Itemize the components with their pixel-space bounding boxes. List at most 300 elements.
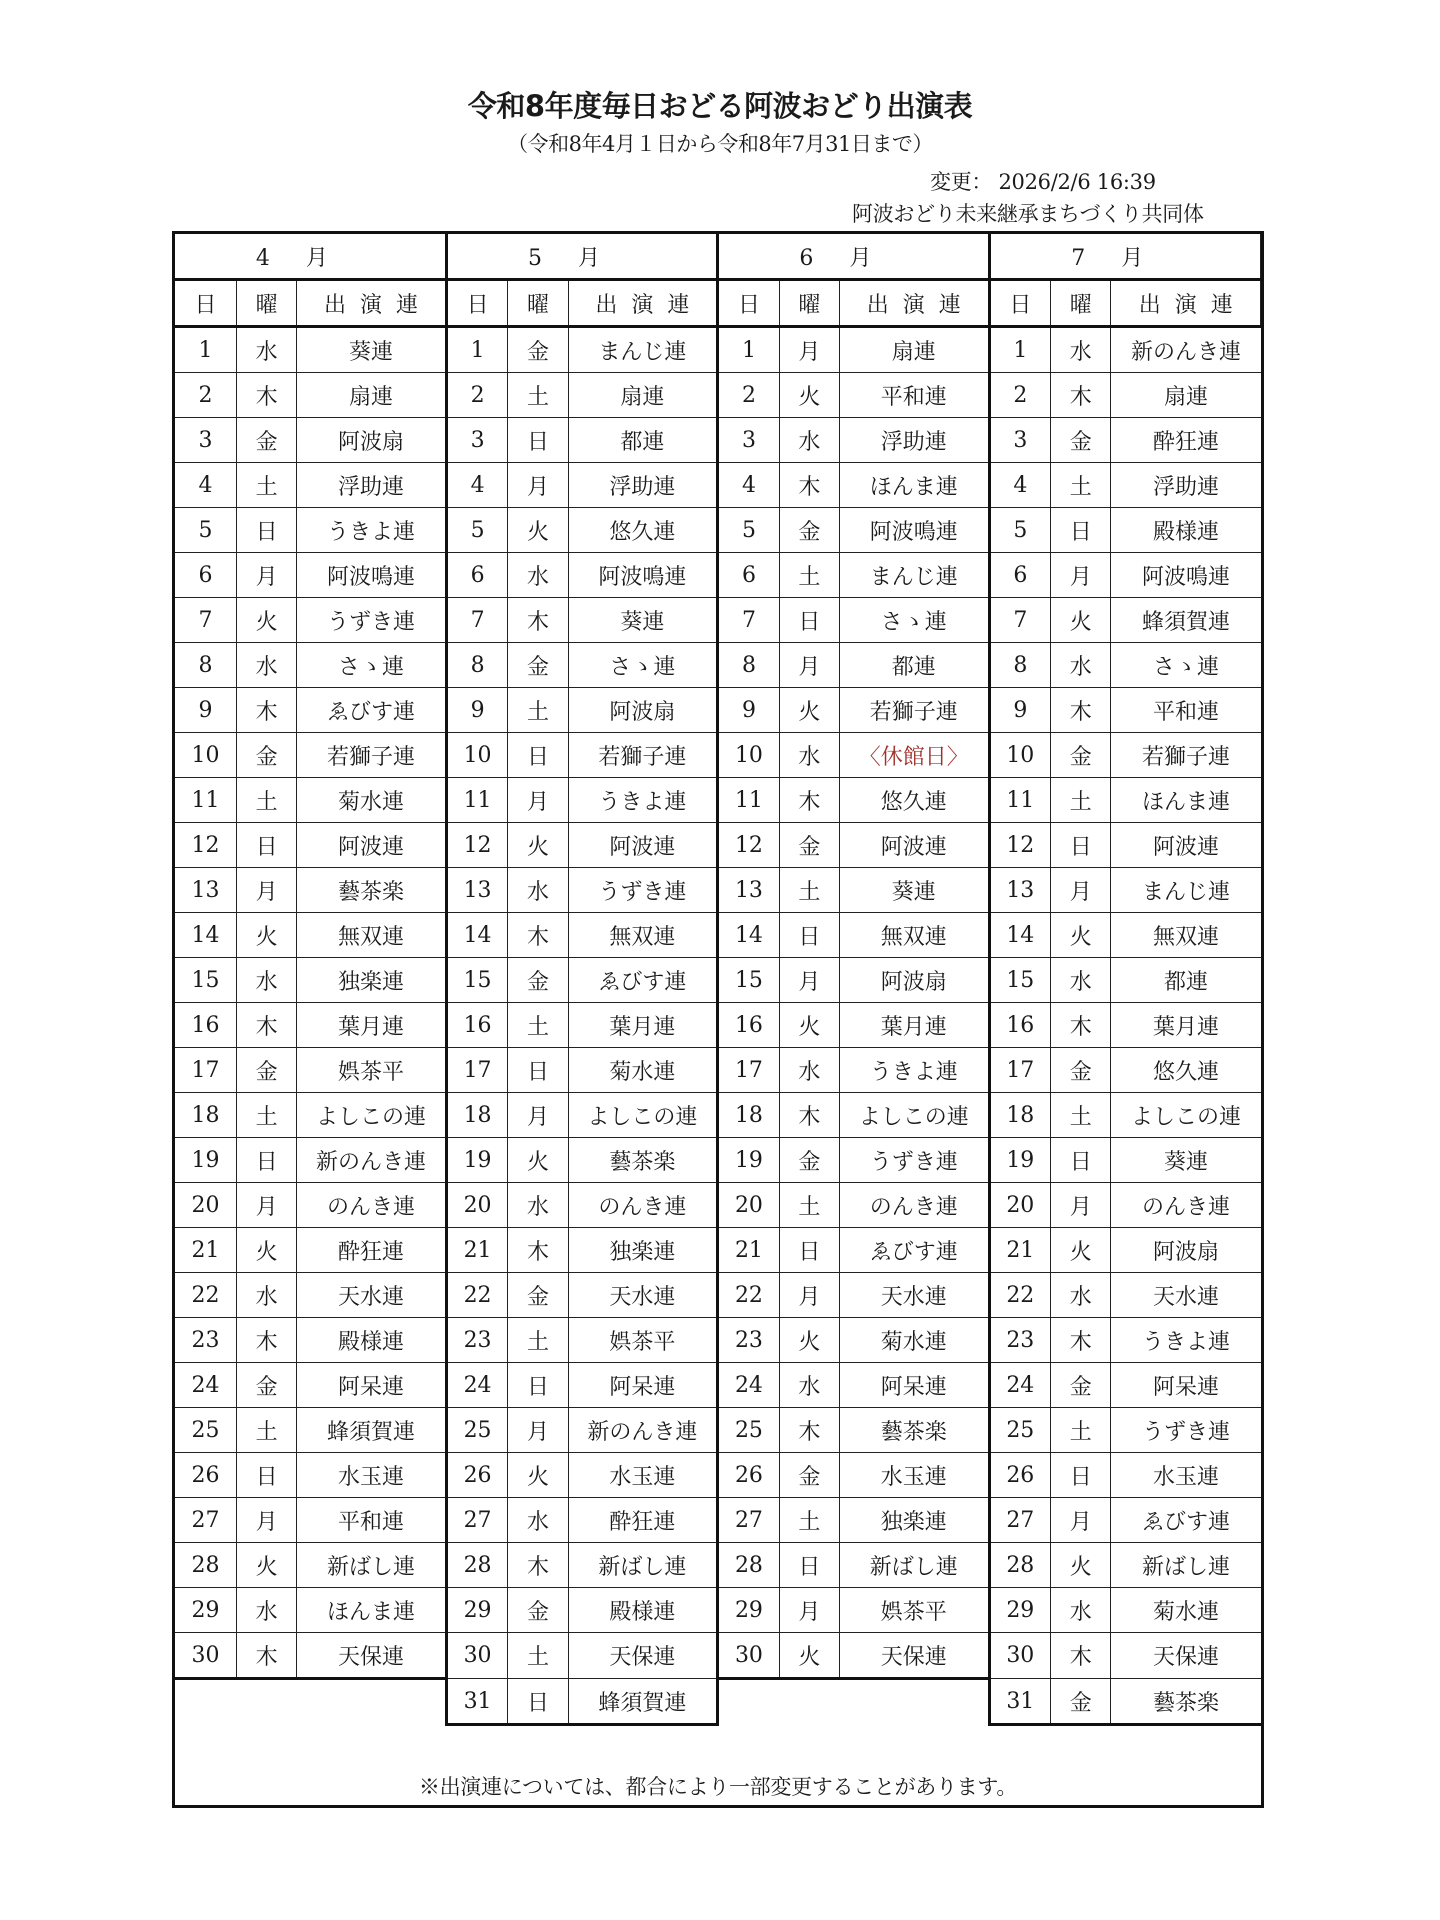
weekday-cell: 火 xyxy=(236,1228,296,1273)
day-cell: 19 xyxy=(446,1138,507,1183)
weekday-cell: 金 xyxy=(508,1273,568,1318)
weekday-cell: 火 xyxy=(1051,1228,1111,1273)
table-row xyxy=(175,1408,1261,1453)
troupe-cell: 蜂須賀連 xyxy=(1111,598,1261,643)
day-cell: 5 xyxy=(718,508,779,553)
weekday-cell: 金 xyxy=(779,1138,839,1183)
troupe-cell: 菊水連 xyxy=(1111,1588,1261,1633)
troupe-cell: 葉月連 xyxy=(840,1003,990,1048)
table-row xyxy=(175,1183,1261,1228)
day-cell: 29 xyxy=(175,1588,236,1633)
troupe-cell: 水玉連 xyxy=(568,1453,718,1498)
troupe-cell: 浮助連 xyxy=(568,463,718,508)
weekday-cell: 木 xyxy=(236,1003,296,1048)
column-header-weekday: 曜 xyxy=(1051,280,1111,327)
day-cell: 10 xyxy=(446,733,507,778)
day-cell: 28 xyxy=(718,1543,779,1588)
day-cell: 3 xyxy=(989,418,1050,463)
weekday-cell: 火 xyxy=(236,913,296,958)
troupe-cell: 蜂須賀連 xyxy=(297,1408,447,1453)
table-row xyxy=(175,1588,1261,1633)
troupe-cell: 阿波扇 xyxy=(1111,1228,1261,1273)
updated-timestamp: 変更： 2026/2/6 16:39 xyxy=(930,170,1156,194)
day-cell: 23 xyxy=(446,1318,507,1363)
day-cell: 29 xyxy=(989,1588,1050,1633)
weekday-cell: 木 xyxy=(1051,1633,1111,1679)
troupe-cell: 阿波連 xyxy=(568,823,718,868)
weekday-cell: 木 xyxy=(508,913,568,958)
table-row xyxy=(175,1679,1261,1725)
troupe-cell: 阿呆連 xyxy=(568,1363,718,1408)
weekday-cell: 木 xyxy=(1051,373,1111,418)
day-cell: 30 xyxy=(718,1633,779,1679)
troupe-cell: 天水連 xyxy=(297,1273,447,1318)
weekday-cell: 月 xyxy=(1051,868,1111,913)
troupe-cell: のんき連 xyxy=(568,1183,718,1228)
empty-cell xyxy=(175,1679,236,1725)
table-row xyxy=(175,1498,1261,1543)
troupe-cell: 扇連 xyxy=(568,373,718,418)
day-cell: 19 xyxy=(175,1138,236,1183)
weekday-cell: 木 xyxy=(779,1408,839,1453)
day-cell: 16 xyxy=(446,1003,507,1048)
month-header-row xyxy=(175,234,1261,280)
weekday-cell: 日 xyxy=(1051,508,1111,553)
weekday-cell: 火 xyxy=(779,688,839,733)
weekday-cell: 日 xyxy=(779,913,839,958)
weekday-cell: 水 xyxy=(236,958,296,1003)
troupe-cell: 平和連 xyxy=(840,373,990,418)
day-cell: 19 xyxy=(989,1138,1050,1183)
troupe-cell: 扇連 xyxy=(840,327,990,373)
weekday-cell: 水 xyxy=(508,553,568,598)
day-cell: 1 xyxy=(989,327,1050,373)
weekday-cell: 月 xyxy=(508,463,568,508)
weekday-cell: 月 xyxy=(1051,1498,1111,1543)
troupe-cell: 新のんき連 xyxy=(1111,327,1261,373)
day-cell: 28 xyxy=(175,1543,236,1588)
weekday-cell: 水 xyxy=(236,327,296,373)
troupe-cell: 水玉連 xyxy=(1111,1453,1261,1498)
day-cell: 2 xyxy=(175,373,236,418)
day-cell: 8 xyxy=(989,643,1050,688)
troupe-cell: 扇連 xyxy=(1111,373,1261,418)
table-row xyxy=(175,1228,1261,1273)
day-cell: 15 xyxy=(989,958,1050,1003)
column-header-day: 日 xyxy=(175,280,236,327)
table-row xyxy=(175,1048,1261,1093)
day-cell: 20 xyxy=(175,1183,236,1228)
weekday-cell: 金 xyxy=(1051,1048,1111,1093)
weekday-cell: 金 xyxy=(508,1588,568,1633)
day-cell: 16 xyxy=(989,1003,1050,1048)
troupe-cell: 無双連 xyxy=(568,913,718,958)
troupe-cell: 平和連 xyxy=(1111,688,1261,733)
day-cell: 14 xyxy=(718,913,779,958)
troupe-cell: ほんま連 xyxy=(840,463,990,508)
page-title: 令和8年度毎日おどる阿波おどり出演表 xyxy=(467,89,973,123)
troupe-cell: 新のんき連 xyxy=(568,1408,718,1453)
troupe-cell: 阿波連 xyxy=(1111,823,1261,868)
day-cell: 9 xyxy=(446,688,507,733)
weekday-cell: 土 xyxy=(779,868,839,913)
troupe-cell: 悠久連 xyxy=(568,508,718,553)
weekday-cell: 水 xyxy=(779,1363,839,1408)
schedule-sheet xyxy=(172,231,1264,1808)
day-cell: 4 xyxy=(718,463,779,508)
day-cell: 17 xyxy=(718,1048,779,1093)
weekday-cell: 水 xyxy=(1051,1588,1111,1633)
troupe-cell: 若獅子連 xyxy=(568,733,718,778)
troupe-cell: 藝茶楽 xyxy=(568,1138,718,1183)
troupe-cell: まんじ連 xyxy=(840,553,990,598)
weekday-cell: 火 xyxy=(779,373,839,418)
column-header-day: 日 xyxy=(989,280,1050,327)
troupe-cell: 天保連 xyxy=(1111,1633,1261,1679)
day-cell: 21 xyxy=(718,1228,779,1273)
troupe-cell: 浮助連 xyxy=(840,418,990,463)
troupe-cell: 藝茶楽 xyxy=(1111,1679,1261,1725)
troupe-cell: 葵連 xyxy=(1111,1138,1261,1183)
troupe-cell: よしこの連 xyxy=(297,1093,447,1138)
day-cell: 20 xyxy=(989,1183,1050,1228)
troupe-cell: 藝茶楽 xyxy=(297,868,447,913)
day-cell: 5 xyxy=(446,508,507,553)
troupe-cell: よしこの連 xyxy=(1111,1093,1261,1138)
weekday-cell: 土 xyxy=(1051,1408,1111,1453)
day-cell: 9 xyxy=(718,688,779,733)
weekday-cell: 土 xyxy=(236,463,296,508)
troupe-cell: 扇連 xyxy=(297,373,447,418)
weekday-cell: 金 xyxy=(236,1363,296,1408)
day-cell: 18 xyxy=(446,1093,507,1138)
troupe-cell: 都連 xyxy=(568,418,718,463)
troupe-cell: 酔狂連 xyxy=(1111,418,1261,463)
weekday-cell: 月 xyxy=(236,868,296,913)
column-header-troupe: 出演連 xyxy=(1111,280,1261,327)
weekday-cell: 火 xyxy=(1051,913,1111,958)
day-cell: 7 xyxy=(718,598,779,643)
table-row xyxy=(175,1273,1261,1318)
day-cell: 23 xyxy=(175,1318,236,1363)
day-cell: 23 xyxy=(718,1318,779,1363)
weekday-cell: 水 xyxy=(236,1588,296,1633)
troupe-cell: 新ばし連 xyxy=(1111,1543,1261,1588)
troupe-cell: よしこの連 xyxy=(840,1093,990,1138)
table-row xyxy=(175,1543,1261,1588)
weekday-cell: 金 xyxy=(236,1048,296,1093)
day-cell: 2 xyxy=(446,373,507,418)
troupe-cell: 天保連 xyxy=(297,1633,447,1679)
day-cell: 12 xyxy=(718,823,779,868)
day-cell: 30 xyxy=(446,1633,507,1679)
day-cell: 15 xyxy=(446,958,507,1003)
day-cell: 12 xyxy=(175,823,236,868)
day-cell: 18 xyxy=(718,1093,779,1138)
weekday-cell: 火 xyxy=(236,1543,296,1588)
weekday-cell: 土 xyxy=(508,1318,568,1363)
troupe-cell: うずき連 xyxy=(568,868,718,913)
weekday-cell: 土 xyxy=(236,778,296,823)
weekday-cell: 木 xyxy=(236,1633,296,1679)
day-cell: 11 xyxy=(175,778,236,823)
day-cell: 13 xyxy=(989,868,1050,913)
day-cell: 25 xyxy=(989,1408,1050,1453)
troupe-cell: 平和連 xyxy=(297,1498,447,1543)
troupe-cell: 都連 xyxy=(840,643,990,688)
day-cell: 26 xyxy=(175,1453,236,1498)
troupe-cell: 菊水連 xyxy=(297,778,447,823)
weekday-cell: 水 xyxy=(1051,1273,1111,1318)
day-cell: 5 xyxy=(989,508,1050,553)
day-cell: 7 xyxy=(446,598,507,643)
weekday-cell: 金 xyxy=(1051,1679,1111,1725)
weekday-cell: 水 xyxy=(508,868,568,913)
weekday-cell: 火 xyxy=(779,1003,839,1048)
weekday-cell: 日 xyxy=(1051,1453,1111,1498)
day-cell: 11 xyxy=(989,778,1050,823)
weekday-cell: 月 xyxy=(508,1408,568,1453)
troupe-cell: うきよ連 xyxy=(1111,1318,1261,1363)
day-cell: 22 xyxy=(718,1273,779,1318)
troupe-cell: うずき連 xyxy=(1111,1408,1261,1453)
weekday-cell: 金 xyxy=(508,643,568,688)
day-cell: 29 xyxy=(718,1588,779,1633)
month-header: 6月 xyxy=(718,234,989,280)
troupe-cell: 娯茶平 xyxy=(840,1588,990,1633)
weekday-cell: 土 xyxy=(508,373,568,418)
troupe-cell: 無双連 xyxy=(297,913,447,958)
troupe-cell: ほんま連 xyxy=(1111,778,1261,823)
closed-day-cell: 〈休館日〉 xyxy=(840,733,990,778)
day-cell: 24 xyxy=(175,1363,236,1408)
troupe-cell: 葉月連 xyxy=(568,1003,718,1048)
weekday-cell: 木 xyxy=(236,1318,296,1363)
month-header: 5月 xyxy=(446,234,717,280)
troupe-cell: 悠久連 xyxy=(1111,1048,1261,1093)
troupe-cell: 阿呆連 xyxy=(297,1363,447,1408)
day-cell: 17 xyxy=(446,1048,507,1093)
weekday-cell: 月 xyxy=(779,327,839,373)
weekday-cell: 木 xyxy=(1051,688,1111,733)
troupe-cell: 娯茶平 xyxy=(297,1048,447,1093)
day-cell: 14 xyxy=(989,913,1050,958)
table-row xyxy=(175,913,1261,958)
weekday-cell: 日 xyxy=(236,508,296,553)
weekday-cell: 日 xyxy=(1051,823,1111,868)
day-cell: 30 xyxy=(989,1633,1050,1679)
day-cell: 10 xyxy=(175,733,236,778)
weekday-cell: 日 xyxy=(779,598,839,643)
weekday-cell: 金 xyxy=(779,1453,839,1498)
table-row xyxy=(175,1363,1261,1408)
troupe-cell: 若獅子連 xyxy=(1111,733,1261,778)
weekday-cell: 火 xyxy=(508,1453,568,1498)
table-row xyxy=(175,1318,1261,1363)
troupe-cell: ゑびす連 xyxy=(1111,1498,1261,1543)
day-cell: 10 xyxy=(718,733,779,778)
troupe-cell: 天保連 xyxy=(840,1633,990,1679)
weekday-cell: 日 xyxy=(236,1138,296,1183)
troupe-cell: うずき連 xyxy=(297,598,447,643)
column-header-troupe: 出演連 xyxy=(840,280,990,327)
day-cell: 13 xyxy=(718,868,779,913)
troupe-cell: 浮助連 xyxy=(1111,463,1261,508)
table-row xyxy=(175,373,1261,418)
table-row xyxy=(175,1138,1261,1183)
weekday-cell: 火 xyxy=(779,1318,839,1363)
day-cell: 27 xyxy=(718,1498,779,1543)
schedule-table xyxy=(175,234,1261,1726)
day-cell: 11 xyxy=(718,778,779,823)
troupe-cell: さゝ連 xyxy=(840,598,990,643)
month-header: 4月 xyxy=(175,234,446,280)
weekday-cell: 火 xyxy=(236,598,296,643)
weekday-cell: 月 xyxy=(1051,1183,1111,1228)
weekday-cell: 火 xyxy=(779,1633,839,1679)
day-cell: 25 xyxy=(175,1408,236,1453)
day-cell: 8 xyxy=(175,643,236,688)
troupe-cell: 天水連 xyxy=(1111,1273,1261,1318)
weekday-cell: 火 xyxy=(508,1138,568,1183)
troupe-cell: ゑびす連 xyxy=(297,688,447,733)
weekday-cell: 水 xyxy=(236,643,296,688)
troupe-cell: 阿波扇 xyxy=(840,958,990,1003)
table-row xyxy=(175,463,1261,508)
day-cell: 24 xyxy=(718,1363,779,1408)
troupe-cell: 独楽連 xyxy=(568,1228,718,1273)
weekday-cell: 日 xyxy=(508,1048,568,1093)
troupe-cell: 天保連 xyxy=(568,1633,718,1679)
troupe-cell: 新ばし連 xyxy=(568,1543,718,1588)
table-row xyxy=(175,327,1261,373)
troupe-cell: 阿波連 xyxy=(297,823,447,868)
weekday-cell: 月 xyxy=(779,958,839,1003)
weekday-cell: 土 xyxy=(508,688,568,733)
table-row xyxy=(175,598,1261,643)
troupe-cell: のんき連 xyxy=(297,1183,447,1228)
day-cell: 21 xyxy=(175,1228,236,1273)
troupe-cell: 無双連 xyxy=(840,913,990,958)
day-cell: 13 xyxy=(446,868,507,913)
weekday-cell: 土 xyxy=(779,1183,839,1228)
day-cell: 26 xyxy=(446,1453,507,1498)
troupe-cell: 水玉連 xyxy=(297,1453,447,1498)
weekday-cell: 木 xyxy=(508,1228,568,1273)
weekday-cell: 日 xyxy=(236,1453,296,1498)
troupe-cell: 阿呆連 xyxy=(840,1363,990,1408)
day-cell: 6 xyxy=(989,553,1050,598)
day-cell: 15 xyxy=(175,958,236,1003)
table-row xyxy=(175,778,1261,823)
table-row xyxy=(175,1453,1261,1498)
troupe-cell: 水玉連 xyxy=(840,1453,990,1498)
weekday-cell: 木 xyxy=(1051,1003,1111,1048)
weekday-cell: 月 xyxy=(1051,553,1111,598)
column-header-day: 日 xyxy=(718,280,779,327)
day-cell: 21 xyxy=(989,1228,1050,1273)
day-cell: 26 xyxy=(989,1453,1050,1498)
weekday-cell: 金 xyxy=(236,733,296,778)
weekday-cell: 土 xyxy=(779,553,839,598)
troupe-cell: うきよ連 xyxy=(840,1048,990,1093)
troupe-cell: 阿波扇 xyxy=(568,688,718,733)
day-cell: 6 xyxy=(175,553,236,598)
weekday-cell: 月 xyxy=(779,1588,839,1633)
day-cell: 31 xyxy=(446,1679,507,1725)
day-cell: 28 xyxy=(989,1543,1050,1588)
day-cell: 1 xyxy=(718,327,779,373)
weekday-cell: 月 xyxy=(236,553,296,598)
weekday-cell: 月 xyxy=(779,1273,839,1318)
day-cell: 7 xyxy=(175,598,236,643)
troupe-cell: 独楽連 xyxy=(840,1498,990,1543)
table-row xyxy=(175,1003,1261,1048)
weekday-cell: 木 xyxy=(508,598,568,643)
day-cell: 14 xyxy=(446,913,507,958)
weekday-cell: 土 xyxy=(1051,778,1111,823)
weekday-cell: 日 xyxy=(508,1679,568,1725)
day-cell: 9 xyxy=(989,688,1050,733)
day-cell: 1 xyxy=(446,327,507,373)
weekday-cell: 金 xyxy=(1051,1363,1111,1408)
day-cell: 25 xyxy=(718,1408,779,1453)
troupe-cell: 天水連 xyxy=(568,1273,718,1318)
weekday-cell: 金 xyxy=(1051,418,1111,463)
weekday-cell: 日 xyxy=(508,418,568,463)
day-cell: 26 xyxy=(718,1453,779,1498)
day-cell: 4 xyxy=(446,463,507,508)
day-cell: 20 xyxy=(718,1183,779,1228)
weekday-cell: 土 xyxy=(236,1093,296,1138)
day-cell: 19 xyxy=(718,1138,779,1183)
weekday-cell: 土 xyxy=(236,1408,296,1453)
troupe-cell: 阿波連 xyxy=(840,823,990,868)
table-row xyxy=(175,1633,1261,1679)
weekday-cell: 月 xyxy=(779,643,839,688)
day-cell: 18 xyxy=(175,1093,236,1138)
day-cell: 22 xyxy=(989,1273,1050,1318)
troupe-cell: 阿呆連 xyxy=(1111,1363,1261,1408)
weekday-cell: 日 xyxy=(508,1363,568,1408)
weekday-cell: 火 xyxy=(508,508,568,553)
column-header-troupe: 出演連 xyxy=(297,280,447,327)
troupe-cell: 独楽連 xyxy=(297,958,447,1003)
day-cell: 28 xyxy=(446,1543,507,1588)
weekday-cell: 日 xyxy=(779,1543,839,1588)
day-cell: 27 xyxy=(989,1498,1050,1543)
day-cell: 24 xyxy=(446,1363,507,1408)
weekday-cell: 金 xyxy=(508,327,568,373)
empty-cell xyxy=(718,1679,779,1725)
weekday-cell: 月 xyxy=(236,1183,296,1228)
weekday-cell: 日 xyxy=(508,733,568,778)
weekday-cell: 水 xyxy=(508,1183,568,1228)
troupe-cell: 新ばし連 xyxy=(297,1543,447,1588)
weekday-cell: 木 xyxy=(779,463,839,508)
troupe-cell: 阿波鳴連 xyxy=(840,508,990,553)
weekday-cell: 月 xyxy=(508,1093,568,1138)
weekday-cell: 金 xyxy=(779,823,839,868)
troupe-cell: 悠久連 xyxy=(840,778,990,823)
empty-cell xyxy=(236,1679,296,1725)
day-cell: 7 xyxy=(989,598,1050,643)
troupe-cell: まんじ連 xyxy=(568,327,718,373)
day-cell: 8 xyxy=(718,643,779,688)
column-header-weekday: 曜 xyxy=(236,280,296,327)
column-header-row xyxy=(175,280,1261,327)
table-row xyxy=(175,508,1261,553)
